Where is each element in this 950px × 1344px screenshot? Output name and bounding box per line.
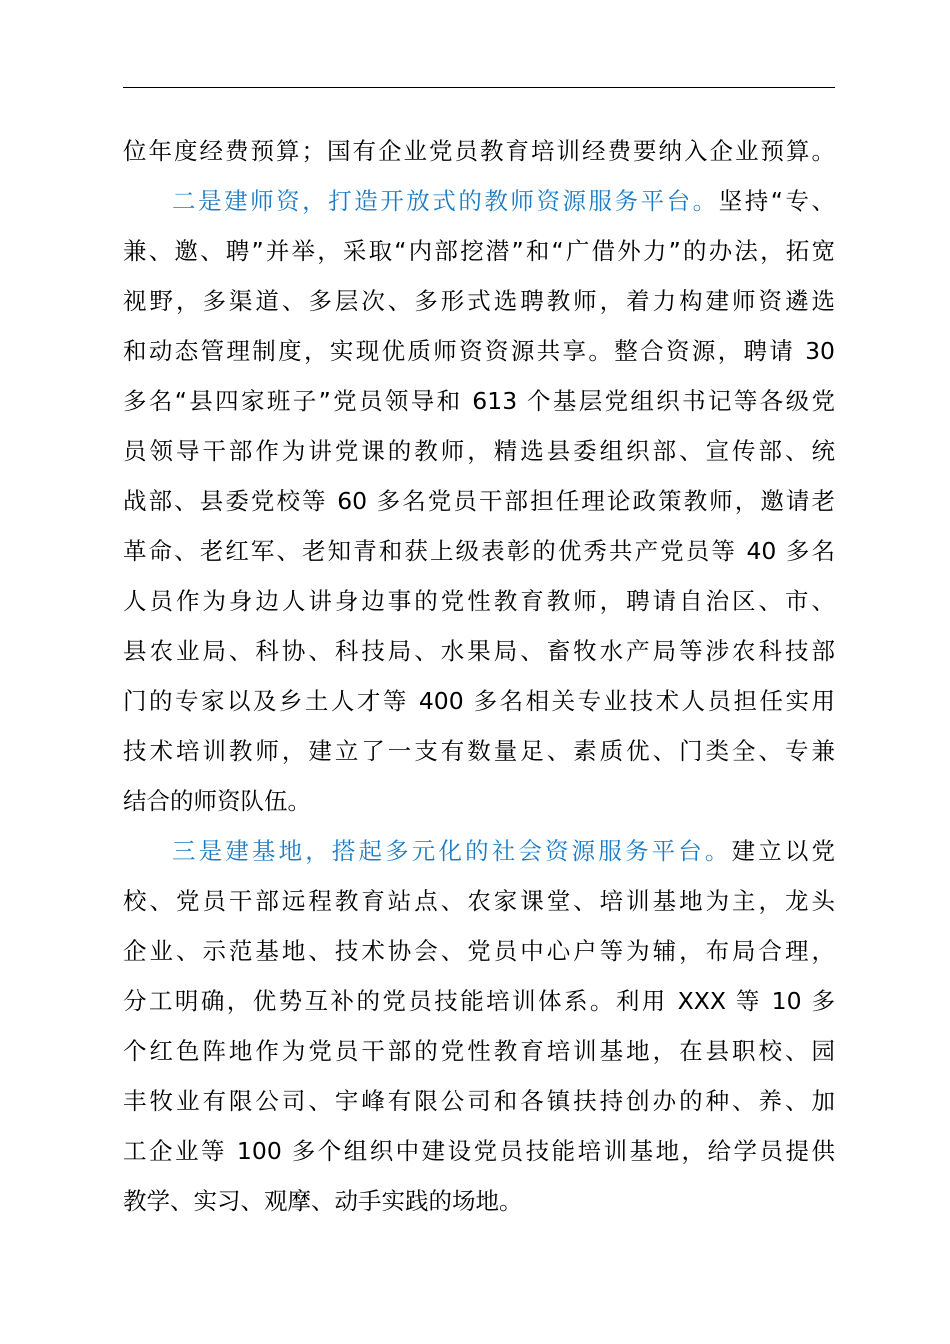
text-line: 和动态管理制度，实现优质师资资源共享。整合资源，聘请 30 [123, 337, 835, 365]
text-line: 兼、邀、聘”并举，采取“内部挖潜”和“广借外力”的办法，拓宽 [123, 237, 835, 265]
text-line: 革命、老红军、老知青和获上级表彰的优秀共产党员等 40 多名 [123, 537, 835, 565]
text-line: 视野，多渠道、多层次、多形式选聘教师，着力构建师资遴选 [123, 287, 835, 315]
text-line: 位年度经费预算；国有企业党员教育培训经费要纳入企业预算。 [123, 137, 835, 165]
text-line: 技术培训教师，建立了一支有数量足、素质优、门类全、专兼 [123, 737, 835, 765]
text-line: 战部、县委党校等 60 多名党员干部担任理论政策教师，邀请老 [123, 487, 835, 515]
text-line: 员领导干部作为讲党课的教师，精选县委组织部、宣传部、统 [123, 437, 835, 465]
text-line: 县农业局、科协、科技局、水果局、畜牧水产局等涉农科技部 [123, 637, 835, 665]
text-line: 丰牧业有限公司、宇峰有限公司和各镇扶持创办的种、养、加 [123, 1087, 835, 1115]
header-rule [123, 87, 835, 88]
text-line: 多名“县四家班子”党员领导和 613 个基层党组织书记等各级党 [123, 387, 835, 415]
section-heading: 三是建基地，搭起多元化的社会资源服务平台。 [172, 837, 732, 865]
text-line: 教学、实习、观摩、动手实践的场地。 [123, 1187, 523, 1215]
text-line: 门的专家以及乡土人才等 400 多名相关专业技术人员担任实用 [123, 687, 835, 715]
text-line: 企业、示范基地、技术协会、党员中心户等为辅，布局合理， [123, 937, 835, 965]
text-line: 人员作为身边人讲身边事的党性教育教师，聘请自治区、市、 [123, 587, 835, 615]
text-line: 分工明确，优势互补的党员技能培训体系。利用 XXX 等 10 多 [123, 987, 835, 1015]
text-line: 工企业等 100 多个组织中建设党员技能培训基地，给学员提供 [123, 1137, 835, 1165]
text-line: 校、党员干部远程教育站点、农家课堂、培训基地为主，龙头 [123, 887, 835, 915]
text-line: 结合的师资队伍。 [123, 787, 311, 815]
section-heading: 二是建师资，打造开放式的教师资源服务平台。 [172, 187, 719, 215]
section-three-first-line: 三是建基地，搭起多元化的社会资源服务平台。建立以党 [172, 837, 835, 865]
document-body [123, 126, 835, 1226]
text-line: 个红色阵地作为党员干部的党性教育培训基地，在县职校、园 [123, 1037, 835, 1065]
section-two-first-line: 二是建师资，打造开放式的教师资源服务平台。坚持“专、 [172, 187, 835, 215]
